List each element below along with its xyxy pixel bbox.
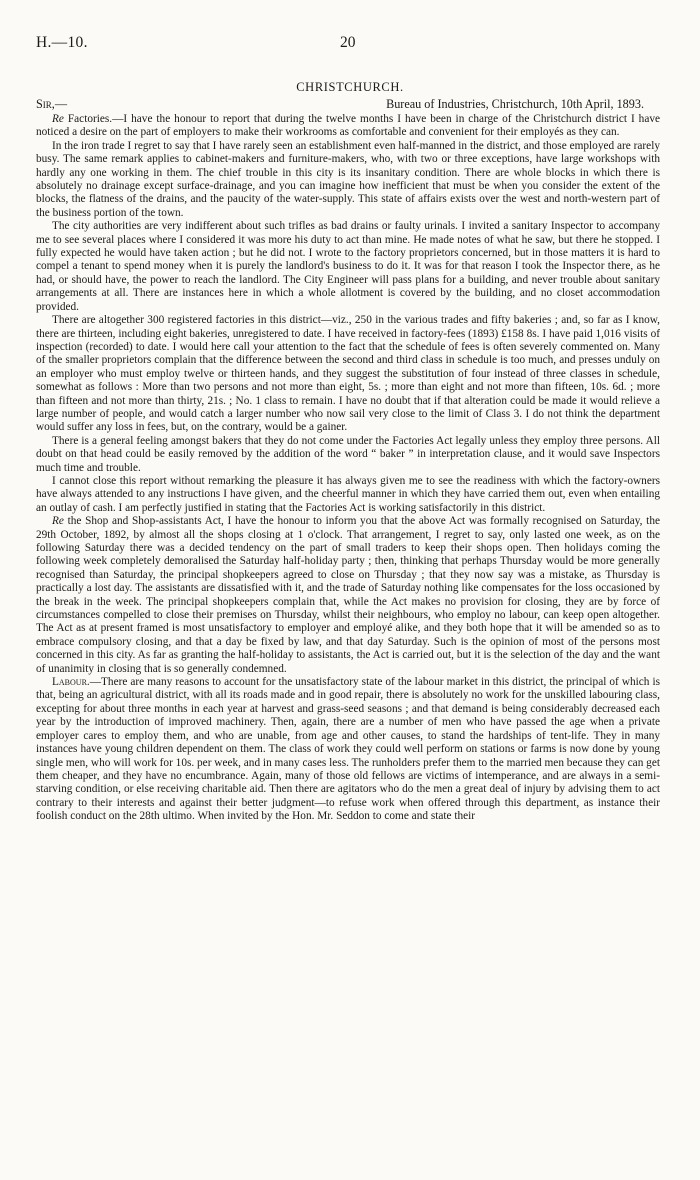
paragraph: In the iron trade I regret to say that I have rarely seen an establishment even half-manned in the district, and those employed are rarely busy. The same remark applies to cabinet-makers and furniture-makers, who, with two or three exceptions, have large workshops with hardly any one working in them. The chief trouble in this city is its insanitary condition. There are whole blocks in which there is absolutely no drainage except surface-drainage, and you can imagine how inefficient that must be when you consider the extent of the blocks, the flatness of the drains, and the paucity of the water-supply. This state of affairs exists over the west and north-western part of the business portion of the town. [36, 139, 660, 219]
dateline: Bureau of Industries, Christchurch, 10th April, 1893. [386, 97, 644, 111]
paragraph-text: Factories.—I have the honour to report that during the twelve months I have been in charge of the Christchurch district I have noticed a desire on the part of employers to make their workrooms as comfortable and convenient for their employés as they can. [36, 113, 660, 139]
paragraph: There are altogether 300 registered factories in this district—viz., 250 in the various trades and fifty bakeries ; and, so far as I know, there are thirteen, including eight bakeries, unregistered to date. I have received in factory-fees (1893) £158 8s. I have paid 1,016 visits of inspection (recorded) to date. I would here call your attention to the fact that the schedule of fees is often severely commented on. Many of the smaller proprietors complain that the difference between the second and third class in schedule is too much, and presses unduly on an employer who must employ twelve or thirteen hands, and they suggest the substitution of four instead of three classes in schedule, somewhat as follows : More than two persons and not more than eight, 5s. ; more than eight and not more than fifteen, 10s. 6d. ; more than fifteen and not more than thirty, 21s. ; No. 1 class to remain. I have no doubt that if that alteration could be made it would relieve a large number of people, and would catch a larger number who now sail very close to the limit of Class 3. I do not think the department would suffer any loss in fees, but, on the contrary, would be a gainer. [36, 314, 660, 434]
paragraph [36, 113, 660, 140]
paragraph: There is a general feeling amongst bakers that they do not come under the Factories Act legally unless they employ three persons. All doubt on that head could be easily removed by the addition of the word “ baker ” in interpretation clause, and it would save Inspectors much time and trouble. [36, 434, 660, 474]
paragraph [36, 676, 660, 823]
paragraph [36, 515, 660, 676]
paragraph-lead: Re [52, 113, 64, 125]
paragraph: The city authorities are very indifferent about such trifles as bad drains or faulty urinals. I invited a sanitary Inspector to accompany me to see several places where I considered it was more his duty to act than mine. He made notes of what he saw, but there he stopped. I fully expected he would have taken action ; but he did not. I wrote to the factory proprietors concerned, but in those matters it is hard to compel a tenant to spend money when it is purely the landlord's business to do it. It was for that reason I took the Inspector there, as he had, or should have, the power to reach the landlord. The City Engineer will pass plans for a building, and never trouble about sanitary arrangements at all. There are instances here in which a whole allotment is covered by the building, and no closet accommodation provided. [36, 220, 660, 313]
page-number: 20 [340, 34, 356, 51]
document-reference: H.—10. [36, 34, 88, 51]
place-heading: CHRISTCHURCH. [296, 80, 404, 94]
paragraph-text: the Shop and Shop-assistants Act, I have the honour to inform you that the above Act was formally recognised on Saturday, the 29th October, 1892, by almost all the shops closing at 1 o'clock. That arrangement, I regret to say, only lasted one week, as on the following Saturday there was a decided tendency on the part of small traders to keep their shops open. Then holidays coming the following week completely demoralised the Saturday half-holiday party ; then, thinking that perhaps Thursday would be more generally recognised than Saturday, the principal shopkeepers agreed to close on Thursday ; that they now say was a mistake, as Thursday is practically a lost day. The assistants are dissatisfied with it, and the trade of Saturday nothing like compensates for the loss occasioned by the break in the week. The principal shopkeepers complain that, while the Act makes no provision for closing, they are by force of circumstances compelled to close their premises on Thursday, whilst their neighbours, who employ no labour, can keep open altogether. The Act as at present framed is most unsatisfactory to employer and employé alike, and they both hope that it will be amended so as to embrace compulsory closing, and that a day be fixed by law, and that day Saturday. Such is the opinion of most of the persons most concerned in this city. As far as granting the half-holiday to assistants, the Act is carried out, but it is the selection of the day and the want of unanimity in closing that is so generally condemned. [36, 515, 660, 675]
salutation-row [36, 97, 644, 112]
paragraph-lead: Re [52, 515, 64, 528]
section-heading-labour: Labour. [52, 676, 90, 689]
paragraph-text: —There are many reasons to account for the unsatisfactory state of the labour market in this district, the principal of which is that, being an agricultural district, with all its roads made and in good repair, there is absolutely no work for the unskilled labouring class, excepting for about three months in each year at harvest and grass-seed seasons ; and that demand is being considerably decreased each year by the introduction of improved machinery. Then, again, there are a number of men who have passed the age when a private employer cares to employ them, and who are unable, from age and other causes, to stand the hardships of tent-life. They in many instances have young children dependent on them. The class of work they could well perform on stations or farms is now done by young single men, who will work for 10s. per week, and in many cases less. The runholders prefer them to the married men because they can get them cheaper, and they have no encumbrance. Again, many of those old fellows are victims of intemperance, and are always in a semi-starving condition, or else receiving charitable aid. Then there are agitators who do the men a great deal of injury by advising them to act contrary to their interests and against their better judgment—to refuse work when offered through this department, as instance their foolish conduct on the 28th ultimo. When invited by the Hon. Mr. Seddon to come and state their [36, 676, 660, 823]
paragraph: I cannot close this report without remarking the pleasure it has always given me to see the readiness with which the factory-owners have always attended to any instructions I have given, and the cheerful manner in which they have carried them out, even when entailing an outlay of cash. I am perfectly justified in stating that the Factories Act is working satisfactorily in this district. [36, 474, 660, 514]
page-header [36, 34, 660, 54]
report-body [36, 113, 660, 824]
salutation: Sir,— [36, 97, 68, 111]
